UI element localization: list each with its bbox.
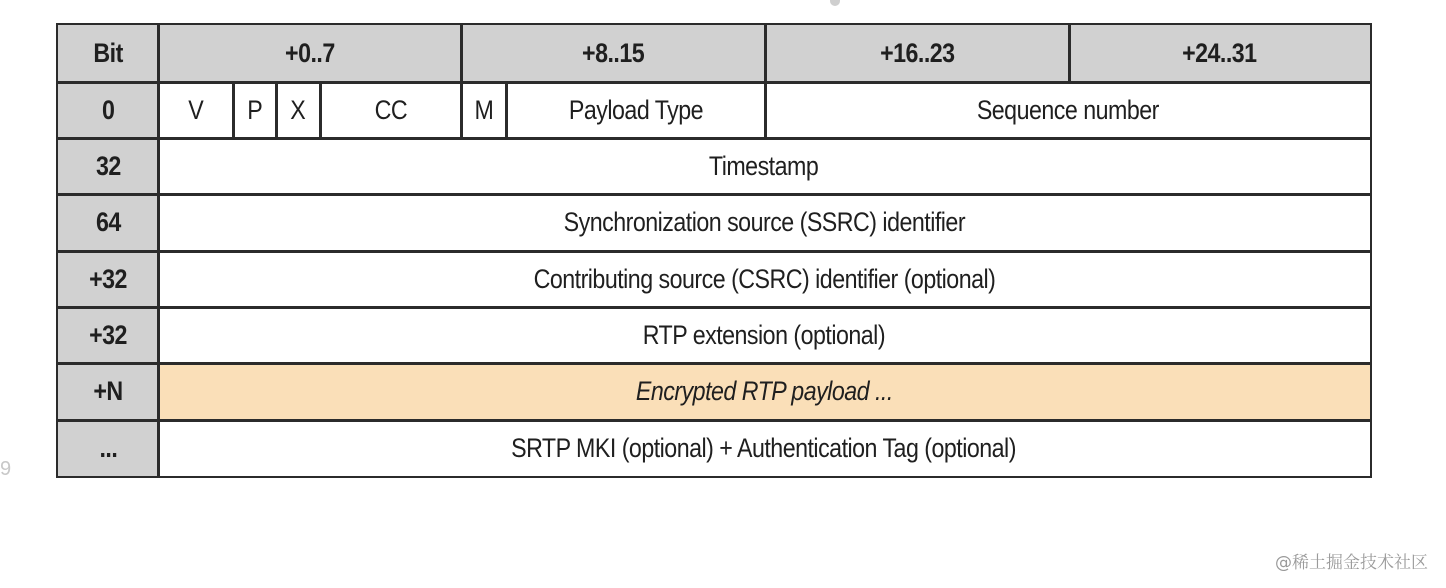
header-bit	[58, 25, 158, 82]
grid-line-v-p	[275, 82, 278, 138]
row-label-64-text: 64	[95, 207, 121, 237]
row-label-0	[58, 82, 158, 138]
field-version-label: V	[188, 94, 203, 125]
cursor-artifact	[830, 0, 840, 6]
field-marker	[461, 82, 506, 138]
grid-line-v-label	[157, 25, 160, 476]
field-timestamp	[158, 138, 1370, 194]
watermark: @稀土掘金技术社区	[1275, 553, 1428, 573]
row-label-plus32-csrc-text: +32	[89, 263, 127, 294]
grid-line-v-24	[1068, 25, 1071, 82]
grid-line-h2	[58, 137, 1370, 140]
field-srtp-mki-auth-tag-label: SRTP MKI (optional) + Authentication Tag (optional)	[511, 432, 1017, 463]
header-col-0-7-label: +0..7	[284, 38, 335, 68]
field-payload-type-label: Payload Type	[568, 94, 703, 125]
field-padding-label: P	[247, 94, 262, 125]
header-bit-label: Bit	[93, 38, 123, 68]
field-sequence-number	[765, 82, 1370, 138]
field-rtp-extension-label: RTP extension (optional)	[642, 319, 886, 350]
field-payload-type	[506, 82, 765, 138]
grid-line-v-8	[460, 25, 463, 138]
field-ssrc	[158, 194, 1370, 251]
field-padding	[233, 82, 276, 138]
field-csrc	[158, 251, 1370, 307]
header-col-8-15-label: +8..15	[581, 38, 645, 68]
field-csrc-label: Contributing source (CSRC) identifier (optional)	[533, 263, 995, 294]
field-extension-label: X	[290, 94, 306, 125]
row-label-ellipsis	[58, 420, 158, 476]
row-label-0-text: 0	[101, 94, 115, 125]
row-label-plus-n-text: +N	[93, 376, 123, 406]
row-label-64	[58, 194, 158, 251]
field-sequence-number-label: Sequence number	[976, 94, 1159, 125]
grid-line-h5	[58, 306, 1370, 309]
edge-glyph: 9	[0, 458, 12, 480]
header-col-24-31-label: +24..31	[1182, 38, 1257, 68]
field-encrypted-payload	[158, 363, 1370, 420]
grid-line-v-x	[319, 82, 322, 138]
row-label-plus32-ext-text: +32	[89, 319, 127, 350]
grid-line-h3	[58, 193, 1370, 196]
header-col-16-23-label: +16..23	[879, 38, 955, 68]
header-col-0-7	[158, 25, 461, 82]
row-label-ellipsis-text: ...	[99, 432, 117, 463]
field-rtp-extension	[158, 307, 1370, 363]
grid-line-v-16	[764, 25, 767, 138]
row-label-32	[58, 138, 158, 194]
field-ssrc-label: Synchronization source (SSRC) identifier	[563, 207, 965, 237]
header-col-16-23	[765, 25, 1069, 82]
grid-line-h7	[58, 419, 1370, 422]
srtp-packet-diagram	[56, 23, 1372, 478]
row-label-plus32-csrc	[58, 251, 158, 307]
row-label-plus32-ext	[58, 307, 158, 363]
field-marker-label: M	[474, 94, 493, 125]
header-col-24-31	[1069, 25, 1370, 82]
row-label-plus-n	[58, 363, 158, 420]
field-csrc-count-label: CC	[374, 94, 407, 125]
row-label-32-text: 32	[95, 150, 121, 181]
header-col-8-15	[461, 25, 765, 82]
field-encrypted-payload-label: Encrypted RTP payload ...	[635, 376, 893, 406]
grid-line-v-m	[505, 82, 508, 138]
field-timestamp-label: Timestamp	[709, 150, 819, 181]
field-version	[158, 82, 233, 138]
grid-line-v-v	[232, 82, 235, 138]
grid-line-h6	[58, 362, 1370, 365]
grid-line-h1	[58, 81, 1370, 84]
field-csrc-count	[320, 82, 461, 138]
field-srtp-mki-auth-tag	[158, 420, 1370, 476]
field-extension	[276, 82, 320, 138]
grid-line-h4	[58, 250, 1370, 253]
